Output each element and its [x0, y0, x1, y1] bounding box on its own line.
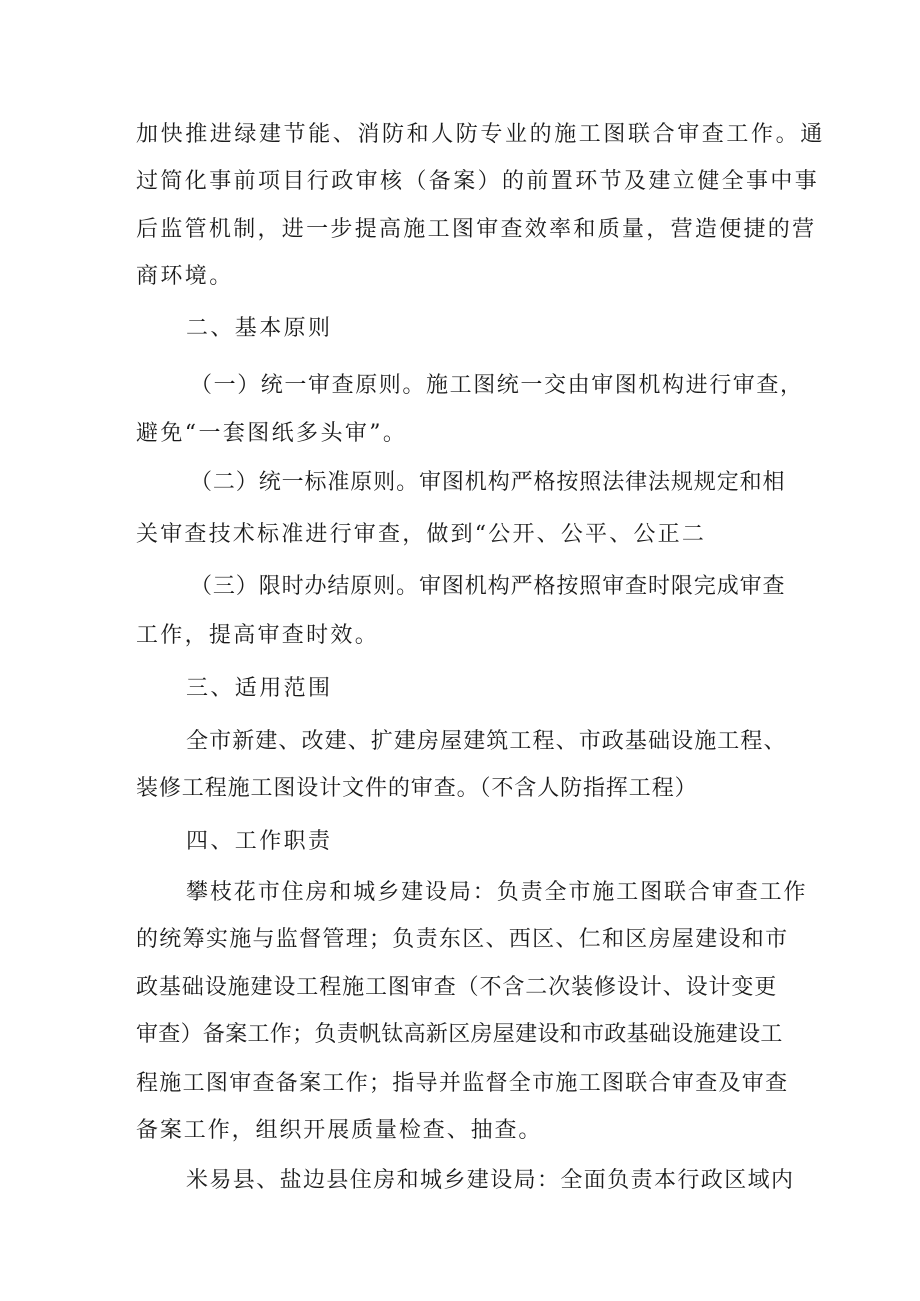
- section-heading: 四、工作职责: [186, 829, 333, 854]
- section-heading: 二、基本原则: [186, 316, 333, 341]
- paragraph-line: 工作，提高审查时效。: [136, 623, 380, 648]
- paragraph-line: （二）统一标准原则。审图机构严格按照法律法规规定和相: [190, 470, 786, 495]
- paragraph-line: 备案工作，组织开展质量检查、抽查。: [136, 1118, 543, 1143]
- paragraph-line: 避免“一套图纸多头审”。: [136, 421, 408, 446]
- paragraph-line: 过简化事前项目行政审核（备案）的前置环节及建立健全事中事: [136, 169, 820, 194]
- paragraph-line: 的统筹实施与监督管理；负责东区、西区、仁和区房屋建设和市: [136, 927, 789, 952]
- paragraph-line: 装修工程施工图设计文件的审查。（不含人防指挥工程）: [136, 776, 698, 801]
- paragraph-line: 商环境。: [136, 264, 234, 289]
- paragraph-line: 攀枝花市住房和城乡建设局：负责全市施工图联合审查工作: [186, 880, 808, 905]
- paragraph-line: 全市新建、改建、扩建房屋建筑工程、市政基础设施工程、: [186, 729, 787, 754]
- paragraph-line: （三）限时办结原则。审图机构严格按照审查时限完成审查: [190, 574, 786, 599]
- paragraph-line: 关审查技术标准进行审查，做到“公开、公平、公正二: [136, 522, 707, 547]
- paragraph-line: 审查）备案工作；负责帆钛高新区房屋建设和市政基础设施建设工: [136, 1022, 783, 1047]
- paragraph-line: （一）统一审查原则。施工图统一交由审图机构进行审查，: [190, 373, 804, 398]
- paragraph-line: 米易县、盐边县住房和城乡建设局：全面负责本行政区域内: [186, 1168, 795, 1193]
- paragraph-line: 政基础设施建设工程施工图审查（不含二次装修设计、设计变更: [136, 975, 778, 1000]
- paragraph-line: 程施工图审查备案工作；指导并监督全市施工图联合审查及审查: [136, 1071, 789, 1096]
- section-heading: 三、适用范围: [186, 676, 333, 701]
- paragraph-line: 加快推进绿建节能、消防和人防专业的施工图联合审查工作。通: [136, 122, 825, 147]
- paragraph-line: 后监管机制，进一步提高施工图审查效率和质量，营造便捷的营: [136, 217, 817, 242]
